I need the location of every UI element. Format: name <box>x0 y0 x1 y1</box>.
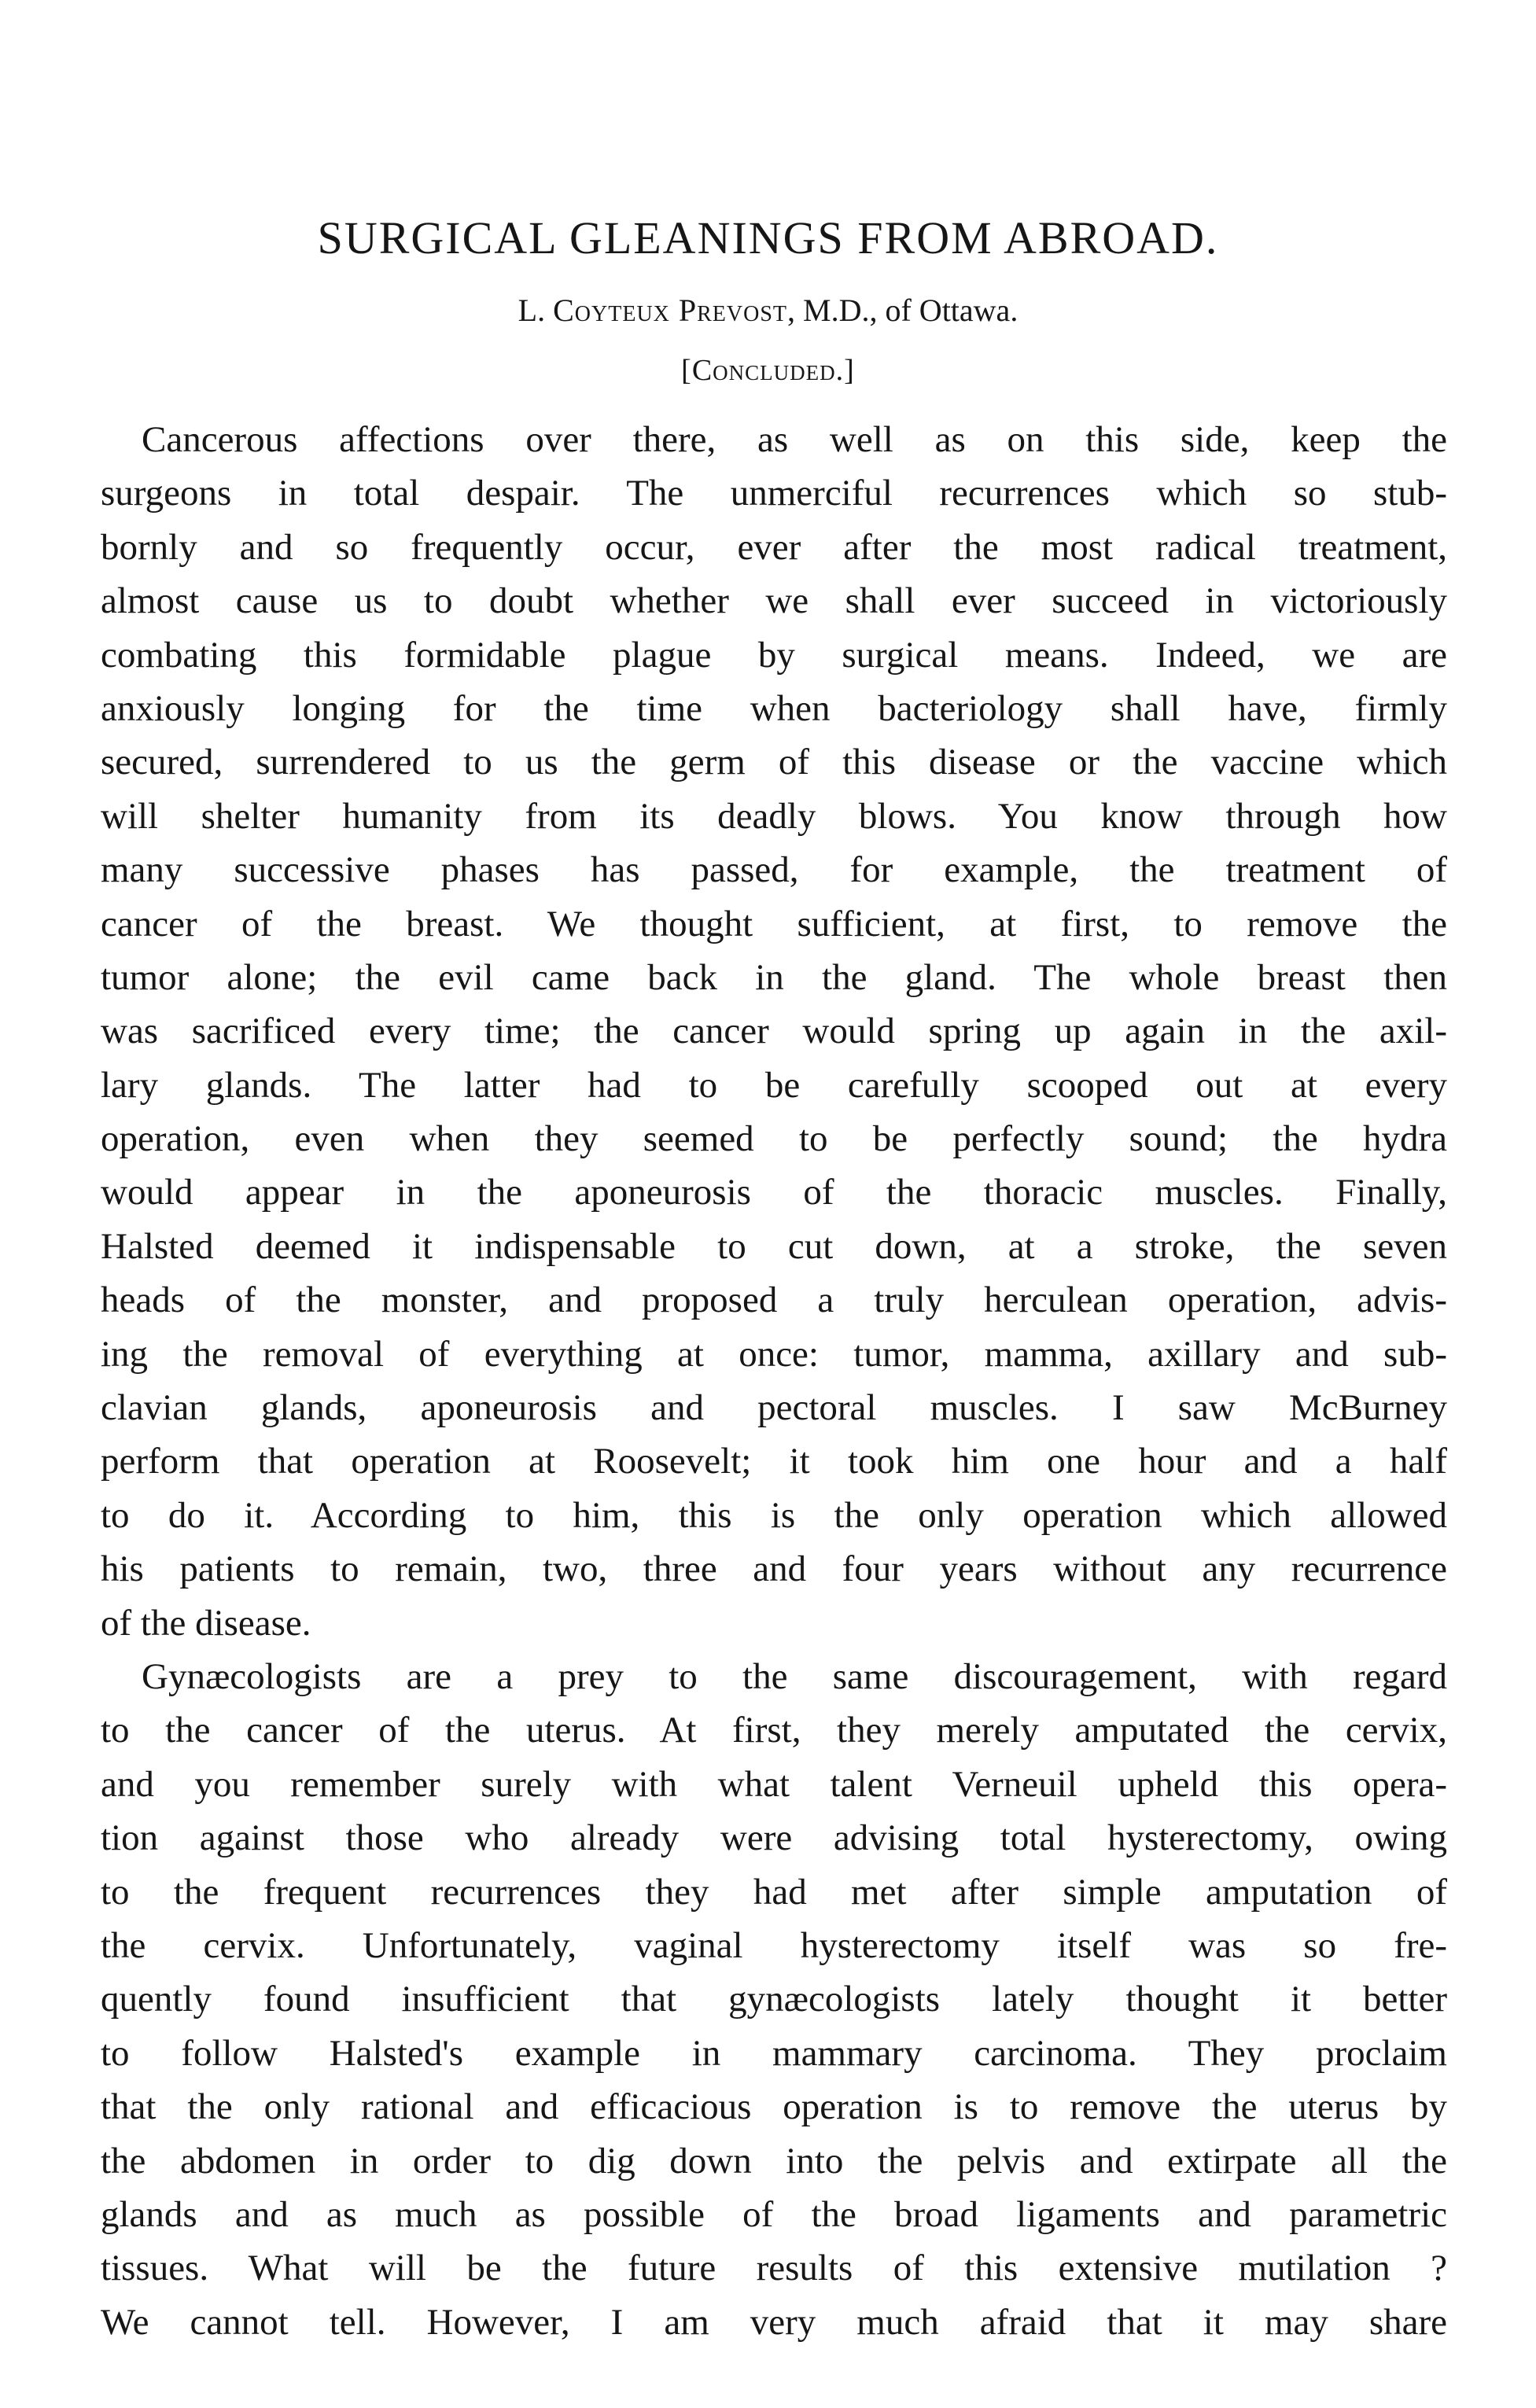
text-line: Cancerous affections over there, as well as on this side, keep the <box>142 419 1447 460</box>
text-line: of the disease. <box>101 1602 311 1644</box>
text-line: that the only rational and efficacious operation is to remove the uterus by <box>101 2086 1447 2128</box>
text-line: tion against those who already were advising total hysterectomy, owing <box>101 1817 1447 1859</box>
body-text <box>101 413 1447 2349</box>
text-line: to the cancer of the uterus. At first, they merely amputated the cervix, <box>101 1710 1447 1751</box>
text-line: perform that operation at Roosevelt; it took him one hour and a half <box>101 1441 1447 1482</box>
paragraph-2 <box>101 1650 1447 2349</box>
text-line: to follow Halsted's example in mammary carcinoma. They proclaim <box>101 2032 1447 2074</box>
text-line: operation, even when they seemed to be perfectly sound; the hydra <box>101 1118 1447 1160</box>
text-line: to the frequent recurrences they had met after simple amputation of <box>101 1871 1447 1913</box>
text-line: ing the removal of everything at once: tumor, mamma, axillary and sub- <box>101 1333 1447 1375</box>
text-line: surgeons in total despair. The unmerciful recurrences which so stub- <box>101 473 1447 514</box>
text-line: secured, surrendered to us the germ of this disease or the vaccine which <box>101 742 1447 783</box>
text-line: the cervix. Unfortunately, vaginal hysterectomy itself was so fre- <box>101 1924 1447 1966</box>
text-line: anxiously longing for the time when bacteriology shall have, firmly <box>101 687 1447 729</box>
text-line: almost cause us to doubt whether we shall ever succeed in victoriously <box>101 580 1447 622</box>
author-initial: L. <box>518 293 554 328</box>
concluded-note: [Concluded.] <box>681 354 855 387</box>
text-line: many successive phases has passed, for example, the treatment of <box>101 849 1447 891</box>
author-name: Coyteux Prevost <box>553 293 788 328</box>
text-line: glands and as much as possible of the broad ligaments and parametric <box>101 2193 1447 2235</box>
text-line: was sacrificed every time; the cancer would spring up again in the axil- <box>101 1011 1447 1052</box>
text-line: tumor alone; the evil came back in the gland. The whole breast then <box>101 956 1447 998</box>
text-line: Halsted deemed it indispensable to cut down, at a stroke, the seven <box>101 1225 1447 1267</box>
text-line: would appear in the aponeurosis of the thoracic muscles. Finally, <box>101 1172 1447 1213</box>
text-line: lary glands. The latter had to be carefully scooped out at every <box>101 1064 1447 1106</box>
text-line: and you remember surely with what talent Verneuil upheld this opera- <box>101 1763 1447 1805</box>
article-title: SURGICAL GLEANINGS FROM ABROAD. <box>317 212 1219 263</box>
paragraph-1 <box>101 413 1447 1650</box>
text-line: bornly and so frequently occur, ever after the most radical treatment, <box>101 526 1447 568</box>
author-suffix: , M.D., of Ottawa. <box>787 293 1018 328</box>
text-line: combating this formidable plague by surgical means. Indeed, we are <box>101 634 1447 676</box>
author-byline <box>0 291 1536 330</box>
text-line: his patients to remain, two, three and four years without any recurrence <box>101 1548 1447 1590</box>
text-line: We cannot tell. However, I am very much afraid that it may share <box>101 2301 1447 2343</box>
text-line: to do it. According to him, this is the only operation which allowed <box>101 1494 1447 1536</box>
text-line: will shelter humanity from its deadly blows. You know through how <box>101 795 1447 837</box>
text-line: Gynæcologists are a prey to the same discouragement, with regard <box>142 1655 1447 1697</box>
text-line: tissues. What will be the future results of this extensive mutilation ? <box>101 2248 1447 2289</box>
text-line: cancer of the breast. We thought sufficient, at first, to remove the <box>101 903 1447 944</box>
text-line: clavian glands, aponeurosis and pectoral muscles. I saw McBurney <box>101 1387 1447 1429</box>
text-line: the abdomen in order to dig down into the pelvis and extirpate all the <box>101 2140 1447 2182</box>
text-line: quently found insufficient that gynæcologists lately thought it better <box>101 1979 1447 2020</box>
text-line: heads of the monster, and proposed a truly herculean operation, advis- <box>101 1279 1447 1321</box>
